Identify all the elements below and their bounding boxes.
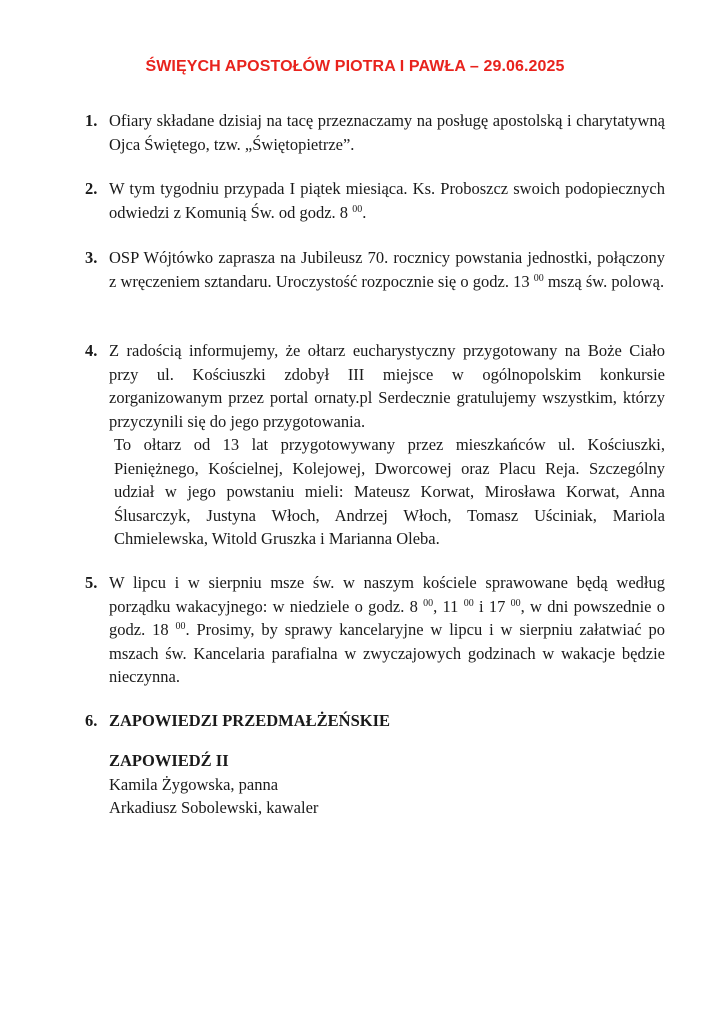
item-text: OSP Wójtówko zaprasza na Jubileusz 70. rocznicy powstania jednostki, połączony z wręczeniem sztandaru. Uroczystość rozpocznie się o godz. 13 $^{00}$ mszą św. polową.: [109, 248, 665, 291]
item-number: 4.: [85, 341, 98, 360]
announcement-item-2: [85, 177, 665, 224]
item-text: W tym tygodniu przypada I piątek miesiąca. Ks. Proboszcz swoich podopiecznych odwiedzi z Komunią Św. od godz. 8 $^{00}$.: [109, 179, 665, 222]
item-number: 1.: [85, 111, 98, 130]
time-superscript: 00: [352, 203, 363, 215]
banns-block: [109, 749, 318, 820]
announcement-item-4: [85, 339, 665, 551]
time-superscript: 00: [510, 597, 521, 609]
banns-name-1: Kamila Żygowska, panna: [109, 774, 279, 794]
announcement-item-5: [85, 571, 665, 689]
announcement-item-3: [85, 246, 665, 293]
item-number: 2.: [85, 179, 98, 198]
banns-heading: ZAPOWIEDŹ II: [109, 751, 229, 770]
item-text: Z radością informujemy, że ołtarz eucharystyczny przygotowany na Boże Ciało przy ul. Kościuszki zdobył III miejsce w ogólnopolskim konkursie zorganizowanym przez portal ornaty.pl Serdecznie gratulujemy wszystkim, którzy przyczynili się do jego przygotowania.: [109, 341, 665, 431]
time-superscript: 00: [175, 621, 186, 632]
time-superscript: 00: [423, 597, 434, 609]
time-superscript: 00: [533, 272, 544, 284]
banns-name-2: Arkadiusz Sobolewski, kawaler: [109, 798, 319, 817]
item-text: Ofiary składane dzisiaj na tacę przeznaczamy na posługę apostolską i charytatywną Ojca Świętego, tzw. „Świętopietrze”.: [109, 111, 665, 154]
item-number: 6.: [85, 711, 98, 730]
time-superscript: 00: [463, 597, 474, 609]
item-text-continued: To ołtarz od 13 lat przygotowywany przez mieszkańców ul. Kościuszki, Pieniężnego, Kościelnej, Kolejowej, Dworcowej oraz Placu Reja. Szczególny udział w jego powstaniu mieli: Mateusz Korwat, Mirosława Korwat, Anna Ślusarczyk, Justyna Włoch, Andrzej Włoch, Tomasz Uściniak, Mariola Chmielewska, Witold Gruszka i Marianna Oleba.: [114, 435, 665, 548]
section-heading: ZAPOWIEDZI PRZEDMAŁŻEŃSKIE: [109, 711, 391, 730]
announcement-item-1: [85, 109, 665, 156]
page-title: ŚWIĘYCH APOSTOŁÓW PIOTRA I PAWŁA – 29.06.2025: [145, 58, 565, 75]
announcement-item-6: [85, 709, 665, 733]
item-number: 5.: [85, 573, 98, 592]
item-number: 3.: [85, 248, 98, 267]
item-text: W lipcu i w sierpniu msze św. w naszym kościele sprawowane będą według porządku wakacyjnego: w niedziele o godz. 8 $^{00}$, 11 $^{00}$ i 17 $^{00}$, w dni powszednie o godz. 18 $^{00}$. Prosimy, by sprawy kancelaryjne w lipcu i w sierpniu załatwiać po mszach św. Kancelaria parafialna w zwyczajowych godzinach w wakacje będzie nieczynna.: [109, 573, 666, 686]
